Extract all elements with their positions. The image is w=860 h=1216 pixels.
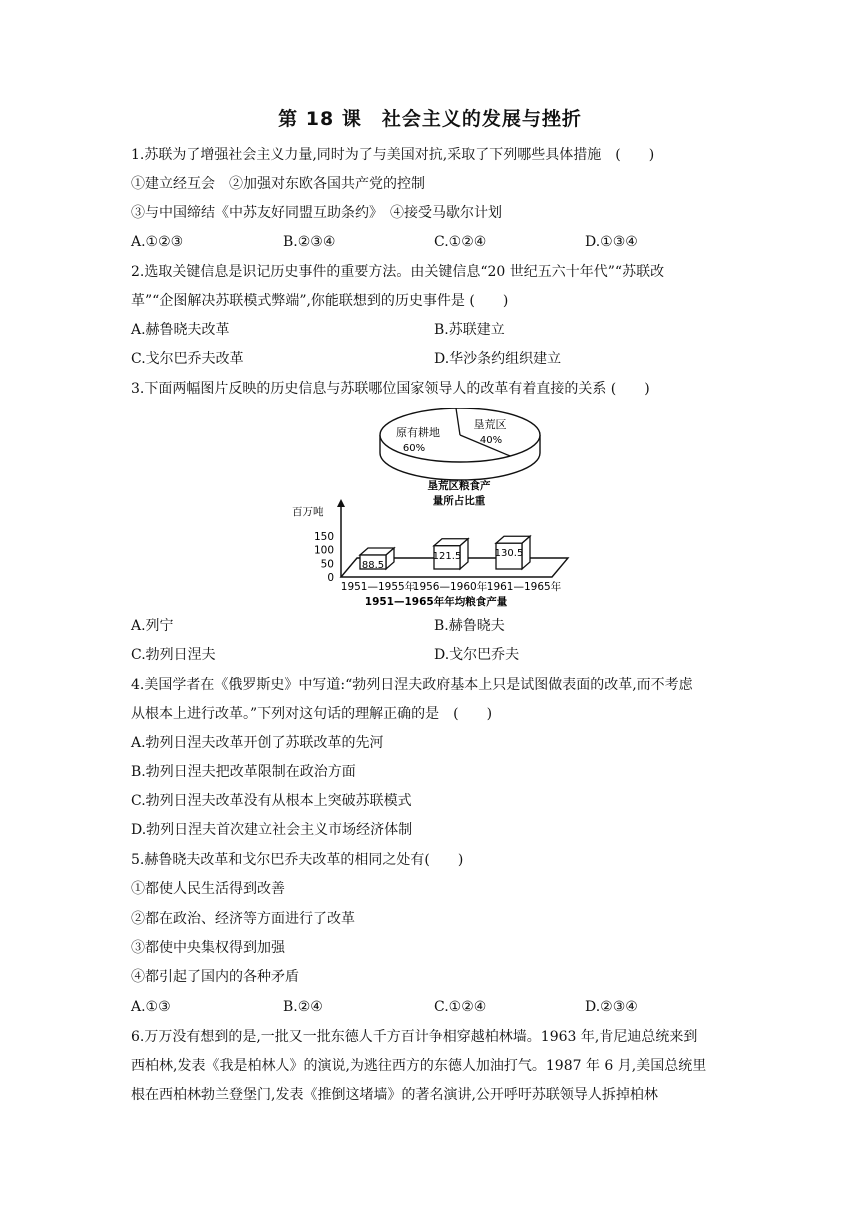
question-4-option-d[interactable]: D.勃列日涅夫首次建立社会主义市场经济体制 bbox=[131, 822, 413, 838]
question-2-option-b[interactable]: B.苏联建立 bbox=[434, 322, 505, 338]
question-2-option-d[interactable]: D.华沙条约组织建立 bbox=[434, 351, 562, 367]
bar-value-label: 130.5 bbox=[494, 548, 524, 560]
question-3-option-d[interactable]: D.戈尔巴乔夫 bbox=[434, 647, 520, 663]
question-5-statement: ④都引起了国内的各种矛盾 bbox=[131, 969, 299, 985]
pie-slice-label: 垦荒区 bbox=[473, 418, 507, 431]
bar-value-label: 121.5 bbox=[432, 550, 462, 562]
question-1-option-a[interactable]: A.①②③ bbox=[131, 234, 184, 250]
question-5-option-c[interactable]: C.①②④ bbox=[434, 999, 487, 1015]
question-3-option-a[interactable]: A.列宁 bbox=[131, 618, 174, 634]
y-tick-label: 150 bbox=[313, 531, 334, 543]
pie-chart-title-line: 量所占比重 bbox=[432, 495, 486, 507]
pie-slice-label: 原有耕地 bbox=[396, 426, 440, 439]
question-4-option-c[interactable]: C.勃列日涅夫改革没有从根本上突破苏联模式 bbox=[131, 793, 412, 809]
question-2-stem: 2.选取关键信息是识记历史事件的重要方法。由关键信息“20 世纪五六十年代”“苏联改 bbox=[131, 264, 665, 280]
question-1-stem: 1.苏联为了增强社会主义力量,同时为了与美国对抗,采取了下列哪些具体措施 ( ) bbox=[131, 147, 655, 163]
question-5-statement: ①都使人民生活得到改善 bbox=[131, 881, 285, 897]
x-tick-label: 1951—1955年 bbox=[340, 581, 416, 593]
y-tick-label: 50 bbox=[320, 558, 334, 571]
pie-chart-title-line: 垦荒区粮食产 bbox=[427, 480, 491, 492]
x-tick-label: 1961—1965年 bbox=[486, 581, 562, 593]
y-axis-arrow bbox=[337, 499, 345, 507]
question-5-option-d[interactable]: D.②③④ bbox=[585, 999, 638, 1015]
question-4-option-a[interactable]: A.勃列日涅夫改革开创了苏联改革的先河 bbox=[131, 735, 384, 751]
question-2-option-a[interactable]: A.赫鲁晓夫改革 bbox=[131, 322, 230, 338]
question-3-option-c[interactable]: C.勃列日涅夫 bbox=[131, 647, 216, 663]
question-4-option-b[interactable]: B.勃列日涅夫把改革限制在政治方面 bbox=[131, 764, 356, 780]
bar-chart-title: 1951—1965年年均粮食产量 bbox=[364, 596, 508, 608]
question-3-stem: 3.下面两幅图片反映的历史信息与苏联哪位国家领导人的改革有着直接的关系 ( ) bbox=[131, 381, 650, 397]
question-4-stem: 4.美国学者在《俄罗斯史》中写道:“勃列日涅夫政府基本上只是试图做表面的改革,而不考虑 bbox=[131, 677, 693, 693]
question-3-figures bbox=[286, 408, 576, 612]
question-5-option-a[interactable]: A.①③ bbox=[131, 999, 171, 1015]
y-tick-label: 0 bbox=[327, 572, 334, 584]
question-1-statement: ③与中国缔结《中苏友好同盟互助条约》 ④接受马歇尔计划 bbox=[131, 205, 502, 221]
question-6-stem: 西柏林,发表《我是柏林人》的演说,为逃往西方的东德人加油打气。1987 年 6 月,美国总统里 bbox=[131, 1058, 707, 1074]
bar-value-label: 88.5 bbox=[361, 560, 385, 571]
x-tick-label: 1956—1960年 bbox=[412, 581, 488, 593]
question-1-option-d[interactable]: D.①③④ bbox=[585, 234, 638, 250]
question-6-stem: 6.万万没有想到的是,一批又一批东德人千方百计争相穿越柏林墙。1963 年,肯尼迪总统来到 bbox=[131, 1029, 698, 1045]
question-5-statement: ③都使中央集权得到加强 bbox=[131, 940, 285, 956]
pie-slice-value: 60% bbox=[402, 443, 426, 454]
question-6-stem: 根在西柏林勃兰登堡门,发表《推倒这堵墙》的著名演讲,公开呼吁苏联领导人拆掉柏林 bbox=[131, 1087, 658, 1103]
question-5-option-b[interactable]: B.②④ bbox=[283, 999, 323, 1015]
pie-slice-value: 40% bbox=[479, 435, 503, 446]
question-5-statement: ②都在政治、经济等方面进行了改革 bbox=[131, 911, 355, 927]
question-5-stem: 5.赫鲁晓夫改革和戈尔巴乔夫改革的相同之处有( ) bbox=[131, 852, 464, 868]
y-tick-label: 100 bbox=[313, 544, 334, 557]
bar-chart bbox=[292, 499, 568, 608]
question-2-stem: 革”“企图解决苏联模式弊端”,你能联想到的历史事件是 ( ) bbox=[131, 293, 509, 309]
question-1-option-b[interactable]: B.②③④ bbox=[283, 234, 336, 250]
pie-chart bbox=[380, 408, 540, 480]
question-1-statement: ①建立经互会 ②加强对东欧各国共产党的控制 bbox=[131, 176, 425, 192]
question-1-option-c[interactable]: C.①②④ bbox=[434, 234, 487, 250]
page-title: 第 18 课 社会主义的发展与挫折 bbox=[278, 108, 582, 130]
question-4-stem: 从根本上进行改革。”下列对这句话的理解正确的是 ( ) bbox=[131, 706, 493, 722]
y-axis-label: 百万吨 bbox=[292, 506, 324, 518]
question-2-option-c[interactable]: C.戈尔巴乔夫改革 bbox=[131, 351, 244, 367]
question-3-option-b[interactable]: B.赫鲁晓夫 bbox=[434, 618, 505, 634]
